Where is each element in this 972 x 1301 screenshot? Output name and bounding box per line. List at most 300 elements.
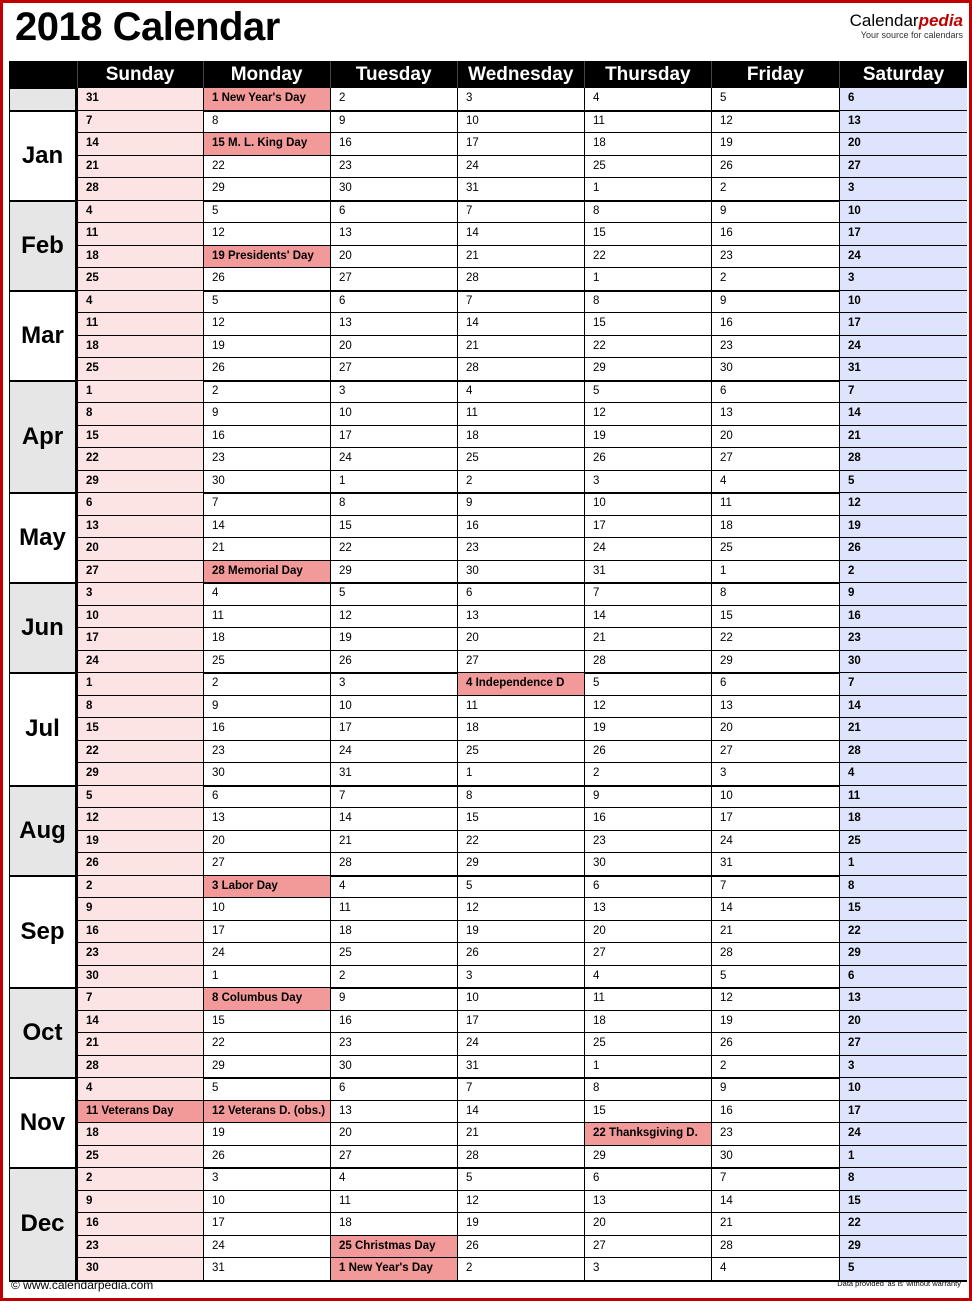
day-cell: 19 bbox=[457, 1213, 584, 1235]
day-cell: 18 bbox=[77, 1123, 203, 1145]
day-cell: 2 bbox=[203, 381, 330, 403]
day-cell: 2 bbox=[330, 88, 457, 110]
week-row bbox=[9, 741, 967, 764]
day-cell: 22 Thanksgiving D. bbox=[584, 1123, 711, 1145]
day-cell: 29 bbox=[77, 763, 203, 785]
day-cell: 15 bbox=[203, 1011, 330, 1033]
day-cell: 27 bbox=[330, 358, 457, 380]
day-cell: 28 bbox=[839, 448, 967, 470]
day-cell: 24 bbox=[457, 156, 584, 178]
day-cell: 11 bbox=[711, 493, 839, 515]
day-cell: 4 bbox=[711, 471, 839, 493]
week-row bbox=[9, 493, 967, 516]
day-cell: 23 bbox=[584, 831, 711, 853]
day-cell: 17 bbox=[711, 808, 839, 830]
day-cell: 14 bbox=[330, 808, 457, 830]
day-cell: 30 bbox=[839, 651, 967, 673]
day-cell: 19 bbox=[584, 426, 711, 448]
day-cell: 15 bbox=[77, 718, 203, 740]
day-cell: 8 bbox=[584, 291, 711, 313]
brand-name-plain: Calendar bbox=[849, 11, 919, 30]
day-cell: 23 bbox=[330, 1033, 457, 1055]
day-cell: 25 bbox=[77, 1146, 203, 1168]
day-cell: 20 bbox=[77, 538, 203, 560]
month-label: Oct bbox=[9, 988, 77, 1078]
day-cell: 1 bbox=[77, 673, 203, 695]
day-cell: 29 bbox=[330, 561, 457, 583]
day-cell: 4 bbox=[77, 201, 203, 223]
day-cell: 27 bbox=[839, 156, 967, 178]
day-cell: 27 bbox=[457, 651, 584, 673]
day-cell: 30 bbox=[203, 471, 330, 493]
day-cell: 18 bbox=[330, 1213, 457, 1235]
day-cell: 20 bbox=[330, 1123, 457, 1145]
day-cell: 15 bbox=[584, 223, 711, 245]
day-cell: 14 bbox=[457, 1101, 584, 1123]
day-cell: 27 bbox=[330, 268, 457, 290]
day-cell: 4 bbox=[839, 763, 967, 785]
week-row bbox=[9, 538, 967, 561]
day-cell: 7 bbox=[330, 786, 457, 808]
week-row bbox=[9, 426, 967, 449]
day-cell: 31 bbox=[584, 561, 711, 583]
day-cell: 20 bbox=[584, 921, 711, 943]
day-cell: 21 bbox=[457, 1123, 584, 1145]
day-cell: 4 bbox=[77, 291, 203, 313]
day-cell: 8 bbox=[457, 786, 584, 808]
brand-name-accent: pedia bbox=[918, 11, 963, 30]
day-cell: 7 bbox=[457, 201, 584, 223]
day-cell: 13 bbox=[203, 808, 330, 830]
day-cell: 20 bbox=[839, 1011, 967, 1033]
day-cell: 27 bbox=[584, 943, 711, 965]
day-cell: 30 bbox=[711, 358, 839, 380]
day-cell: 3 bbox=[711, 763, 839, 785]
day-cell: 28 bbox=[330, 853, 457, 875]
day-cell: 23 bbox=[711, 246, 839, 268]
week-row bbox=[9, 808, 967, 831]
day-cell: 17 bbox=[203, 1213, 330, 1235]
day-cell: 16 bbox=[77, 1213, 203, 1235]
day-cell: 5 bbox=[457, 876, 584, 898]
day-cell: 17 bbox=[77, 628, 203, 650]
day-cell: 14 bbox=[77, 133, 203, 155]
day-cell: 10 bbox=[839, 1078, 967, 1100]
day-cell: 25 bbox=[203, 651, 330, 673]
day-cell: 25 bbox=[584, 156, 711, 178]
day-cell: 28 bbox=[77, 178, 203, 200]
day-cell: 12 Veterans D. (obs.) bbox=[203, 1101, 330, 1123]
day-cell: 7 bbox=[77, 988, 203, 1010]
day-cell: 14 bbox=[457, 313, 584, 335]
day-cell: 18 bbox=[77, 246, 203, 268]
day-cell: 11 bbox=[330, 898, 457, 920]
day-cell: 3 bbox=[203, 1168, 330, 1190]
day-cell: 26 bbox=[203, 358, 330, 380]
day-cell: 29 bbox=[584, 1146, 711, 1168]
day-cell: 11 bbox=[584, 988, 711, 1010]
day-cell: 4 bbox=[457, 381, 584, 403]
day-cell: 15 bbox=[457, 808, 584, 830]
day-cell: 25 bbox=[77, 268, 203, 290]
day-cell: 29 bbox=[711, 651, 839, 673]
day-cell: 2 bbox=[584, 763, 711, 785]
day-cell: 3 bbox=[457, 88, 584, 110]
day-cell: 25 bbox=[77, 358, 203, 380]
week-row bbox=[9, 718, 967, 741]
day-header-saturday: Saturday bbox=[839, 61, 967, 88]
day-cell: 25 bbox=[711, 538, 839, 560]
day-cell: 3 bbox=[584, 1258, 711, 1280]
day-cell: 8 bbox=[839, 876, 967, 898]
day-cell: 1 bbox=[330, 471, 457, 493]
day-cell: 31 bbox=[711, 853, 839, 875]
day-cell: 21 bbox=[839, 426, 967, 448]
day-cell: 10 bbox=[77, 606, 203, 628]
day-cell: 12 bbox=[584, 696, 711, 718]
week-row bbox=[9, 606, 967, 629]
day-cell: 6 bbox=[203, 786, 330, 808]
day-cell: 18 bbox=[711, 516, 839, 538]
week-row bbox=[9, 853, 967, 876]
day-cell: 3 Labor Day bbox=[203, 876, 330, 898]
day-cell: 22 bbox=[584, 246, 711, 268]
weekday-header bbox=[9, 61, 967, 88]
day-cell: 19 bbox=[203, 336, 330, 358]
day-cell: 22 bbox=[203, 1033, 330, 1055]
day-cell: 26 bbox=[711, 1033, 839, 1055]
day-cell: 16 bbox=[711, 1101, 839, 1123]
week-row bbox=[9, 1191, 967, 1214]
day-cell: 3 bbox=[330, 381, 457, 403]
day-cell: 11 bbox=[203, 606, 330, 628]
day-cell: 17 bbox=[457, 1011, 584, 1033]
day-cell: 14 bbox=[711, 898, 839, 920]
day-cell: 1 bbox=[584, 268, 711, 290]
month-label: Feb bbox=[9, 201, 77, 291]
week-row bbox=[9, 156, 967, 179]
day-cell: 18 bbox=[584, 133, 711, 155]
day-cell: 5 bbox=[711, 966, 839, 988]
day-cell: 18 bbox=[584, 1011, 711, 1033]
day-cell: 23 bbox=[711, 1123, 839, 1145]
day-cell: 9 bbox=[330, 988, 457, 1010]
brand-tagline: Your source for calendars bbox=[860, 30, 963, 40]
day-cell: 22 bbox=[457, 831, 584, 853]
day-cell: 6 bbox=[457, 583, 584, 605]
day-cell: 5 bbox=[839, 471, 967, 493]
day-cell: 22 bbox=[839, 921, 967, 943]
day-cell: 6 bbox=[584, 876, 711, 898]
day-cell: 20 bbox=[203, 831, 330, 853]
week-row bbox=[9, 336, 967, 359]
day-header-tuesday: Tuesday bbox=[330, 61, 457, 88]
day-cell: 15 bbox=[584, 1101, 711, 1123]
day-cell: 5 bbox=[203, 1078, 330, 1100]
day-cell: 19 bbox=[584, 718, 711, 740]
day-cell: 27 bbox=[839, 1033, 967, 1055]
week-row bbox=[9, 268, 967, 291]
week-row bbox=[9, 291, 967, 314]
day-cell: 4 bbox=[330, 876, 457, 898]
day-cell: 30 bbox=[330, 178, 457, 200]
week-row bbox=[9, 966, 967, 989]
day-cell: 23 bbox=[839, 628, 967, 650]
day-cell: 8 bbox=[584, 201, 711, 223]
day-cell: 1 bbox=[839, 1146, 967, 1168]
day-cell: 24 bbox=[203, 1236, 330, 1258]
day-cell: 7 bbox=[457, 1078, 584, 1100]
day-cell: 3 bbox=[330, 673, 457, 695]
day-cell: 7 bbox=[584, 583, 711, 605]
day-cell: 2 bbox=[457, 1258, 584, 1280]
day-cell: 15 M. L. King Day bbox=[203, 133, 330, 155]
day-cell: 9 bbox=[457, 493, 584, 515]
day-cell: 13 bbox=[584, 1191, 711, 1213]
day-cell: 16 bbox=[330, 133, 457, 155]
day-cell: 24 bbox=[839, 336, 967, 358]
day-cell: 15 bbox=[839, 898, 967, 920]
day-cell: 5 bbox=[839, 1258, 967, 1280]
day-cell: 6 bbox=[330, 1078, 457, 1100]
day-cell: 22 bbox=[203, 156, 330, 178]
day-cell: 8 bbox=[77, 403, 203, 425]
week-row bbox=[9, 111, 967, 134]
month-label: Nov bbox=[9, 1078, 77, 1168]
day-cell: 15 bbox=[330, 516, 457, 538]
day-cell: 16 bbox=[203, 718, 330, 740]
day-cell: 17 bbox=[839, 313, 967, 335]
day-cell: 16 bbox=[711, 313, 839, 335]
day-cell: 8 bbox=[711, 583, 839, 605]
day-cell: 14 bbox=[711, 1191, 839, 1213]
day-cell: 19 bbox=[839, 516, 967, 538]
day-cell: 13 bbox=[584, 898, 711, 920]
day-cell: 16 bbox=[77, 921, 203, 943]
day-cell: 9 bbox=[77, 898, 203, 920]
month-label: May bbox=[9, 493, 77, 583]
week-row bbox=[9, 448, 967, 471]
day-cell: 30 bbox=[457, 561, 584, 583]
day-cell: 5 bbox=[77, 786, 203, 808]
day-cell: 1 bbox=[457, 763, 584, 785]
day-cell: 13 bbox=[330, 223, 457, 245]
day-cell: 8 bbox=[77, 696, 203, 718]
week-row bbox=[9, 943, 967, 966]
day-cell: 23 bbox=[203, 741, 330, 763]
day-cell: 11 bbox=[457, 403, 584, 425]
day-cell: 4 Independence D bbox=[457, 673, 584, 695]
day-cell: 14 bbox=[584, 606, 711, 628]
day-cell: 9 bbox=[711, 291, 839, 313]
day-cell: 29 bbox=[839, 1236, 967, 1258]
week-row bbox=[9, 178, 967, 201]
day-cell: 13 bbox=[330, 313, 457, 335]
day-cell: 5 bbox=[584, 673, 711, 695]
day-cell: 21 bbox=[711, 921, 839, 943]
day-cell: 30 bbox=[203, 763, 330, 785]
day-cell: 29 bbox=[203, 1056, 330, 1078]
day-cell: 27 bbox=[77, 561, 203, 583]
day-cell: 28 bbox=[711, 1236, 839, 1258]
day-cell: 15 bbox=[584, 313, 711, 335]
day-cell: 18 bbox=[77, 336, 203, 358]
day-cell: 26 bbox=[77, 853, 203, 875]
month-label: Aug bbox=[9, 786, 77, 876]
week-row bbox=[9, 561, 967, 584]
day-cell: 28 bbox=[457, 1146, 584, 1168]
day-cell: 22 bbox=[584, 336, 711, 358]
day-cell: 7 bbox=[839, 673, 967, 695]
week-row bbox=[9, 921, 967, 944]
day-cell: 30 bbox=[77, 1258, 203, 1280]
day-cell: 4 bbox=[584, 966, 711, 988]
day-cell: 30 bbox=[77, 966, 203, 988]
day-cell: 3 bbox=[839, 268, 967, 290]
month-label bbox=[9, 88, 77, 111]
day-cell: 23 bbox=[203, 448, 330, 470]
week-row bbox=[9, 831, 967, 854]
week-row bbox=[9, 763, 967, 786]
day-cell: 31 bbox=[330, 763, 457, 785]
day-cell: 7 bbox=[77, 111, 203, 133]
day-cell: 11 bbox=[330, 1191, 457, 1213]
day-cell: 2 bbox=[77, 876, 203, 898]
day-cell: 26 bbox=[203, 1146, 330, 1168]
day-cell: 25 Christmas Day bbox=[330, 1236, 457, 1258]
day-cell: 6 bbox=[711, 381, 839, 403]
week-row bbox=[9, 223, 967, 246]
day-cell: 30 bbox=[711, 1146, 839, 1168]
day-cell: 11 Veterans Day bbox=[77, 1101, 203, 1123]
day-cell: 6 bbox=[584, 1168, 711, 1190]
day-cell: 1 bbox=[839, 853, 967, 875]
day-cell: 3 bbox=[839, 178, 967, 200]
day-cell: 24 bbox=[584, 538, 711, 560]
day-cell: 5 bbox=[203, 201, 330, 223]
day-cell: 26 bbox=[457, 1236, 584, 1258]
day-cell: 21 bbox=[839, 718, 967, 740]
day-cell: 26 bbox=[584, 448, 711, 470]
day-cell: 6 bbox=[839, 88, 967, 110]
day-cell: 29 bbox=[839, 943, 967, 965]
month-label: Sep bbox=[9, 876, 77, 989]
day-cell: 19 bbox=[457, 921, 584, 943]
day-cell: 26 bbox=[203, 268, 330, 290]
week-row bbox=[9, 673, 967, 696]
day-cell: 15 bbox=[711, 606, 839, 628]
month-label: Mar bbox=[9, 291, 77, 381]
day-cell: 11 bbox=[77, 313, 203, 335]
day-cell: 10 bbox=[584, 493, 711, 515]
day-cell: 28 bbox=[77, 1056, 203, 1078]
day-cell: 3 bbox=[584, 471, 711, 493]
day-cell: 24 bbox=[457, 1033, 584, 1055]
day-cell: 18 bbox=[457, 718, 584, 740]
day-cell: 27 bbox=[711, 741, 839, 763]
day-cell: 22 bbox=[330, 538, 457, 560]
day-cell: 12 bbox=[203, 313, 330, 335]
day-cell: 12 bbox=[711, 111, 839, 133]
day-cell: 15 bbox=[77, 426, 203, 448]
calendar-body bbox=[9, 88, 967, 1281]
day-cell: 9 bbox=[839, 583, 967, 605]
day-cell: 20 bbox=[584, 1213, 711, 1235]
day-cell: 5 bbox=[584, 381, 711, 403]
day-cell: 9 bbox=[203, 403, 330, 425]
day-cell: 5 bbox=[203, 291, 330, 313]
month-label: Jul bbox=[9, 673, 77, 786]
day-cell: 21 bbox=[203, 538, 330, 560]
day-cell: 1 bbox=[584, 178, 711, 200]
day-cell: 14 bbox=[203, 516, 330, 538]
day-cell: 21 bbox=[330, 831, 457, 853]
day-cell: 22 bbox=[711, 628, 839, 650]
day-cell: 19 Presidents' Day bbox=[203, 246, 330, 268]
day-cell: 2 bbox=[77, 1168, 203, 1190]
day-cell: 13 bbox=[839, 988, 967, 1010]
day-cell: 25 bbox=[457, 448, 584, 470]
week-row bbox=[9, 1033, 967, 1056]
day-cell: 9 bbox=[203, 696, 330, 718]
day-cell: 4 bbox=[711, 1258, 839, 1280]
day-cell: 12 bbox=[330, 606, 457, 628]
week-row bbox=[9, 246, 967, 269]
day-cell: 23 bbox=[330, 156, 457, 178]
day-cell: 23 bbox=[457, 538, 584, 560]
day-cell: 26 bbox=[584, 741, 711, 763]
week-row bbox=[9, 381, 967, 404]
day-cell: 21 bbox=[457, 336, 584, 358]
week-row bbox=[9, 1123, 967, 1146]
week-row bbox=[9, 201, 967, 224]
week-row bbox=[9, 471, 967, 494]
day-cell: 18 bbox=[839, 808, 967, 830]
day-cell: 7 bbox=[711, 876, 839, 898]
day-cell: 27 bbox=[711, 448, 839, 470]
day-cell: 20 bbox=[457, 628, 584, 650]
week-row bbox=[9, 358, 967, 381]
week-row bbox=[9, 1078, 967, 1101]
day-header-thursday: Thursday bbox=[584, 61, 711, 88]
calendar-grid bbox=[9, 61, 967, 1281]
day-cell: 9 bbox=[77, 1191, 203, 1213]
day-cell: 4 bbox=[584, 88, 711, 110]
day-cell: 22 bbox=[839, 1213, 967, 1235]
page-title: 2018 Calendar bbox=[15, 5, 280, 49]
week-row bbox=[9, 133, 967, 156]
week-row bbox=[9, 696, 967, 719]
day-cell: 13 bbox=[711, 696, 839, 718]
day-cell: 23 bbox=[77, 943, 203, 965]
week-row bbox=[9, 313, 967, 336]
day-cell: 6 bbox=[330, 201, 457, 223]
week-row bbox=[9, 1011, 967, 1034]
day-cell: 14 bbox=[839, 696, 967, 718]
day-cell: 12 bbox=[711, 988, 839, 1010]
day-cell: 31 bbox=[457, 1056, 584, 1078]
day-cell: 1 New Year's Day bbox=[203, 88, 330, 110]
day-cell: 16 bbox=[203, 426, 330, 448]
day-cell: 2 bbox=[457, 471, 584, 493]
day-cell: 24 bbox=[330, 448, 457, 470]
day-cell: 25 bbox=[584, 1033, 711, 1055]
day-cell: 16 bbox=[457, 516, 584, 538]
day-cell: 10 bbox=[203, 898, 330, 920]
week-row bbox=[9, 1168, 967, 1191]
month-label: Apr bbox=[9, 381, 77, 494]
day-cell: 3 bbox=[839, 1056, 967, 1078]
